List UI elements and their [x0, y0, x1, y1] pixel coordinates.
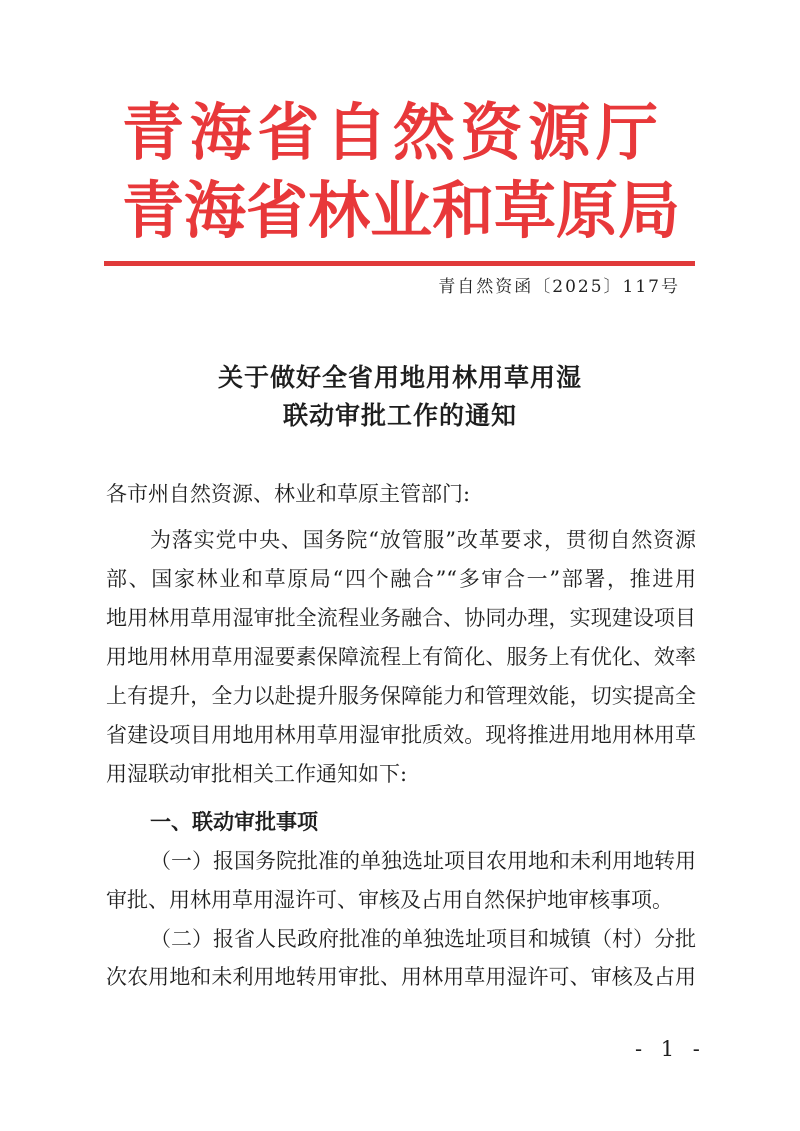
- page-number: - 1 -: [635, 1037, 706, 1061]
- body-line: （一）报国务院批准的单独选址项目农用地和未利用地转用: [150, 849, 696, 873]
- addressee: 各市州自然资源、林业和草原主管部门:: [106, 482, 471, 506]
- notice-title-line-1: 关于做好全省用地用林用草用湿: [217, 363, 582, 392]
- body-line: 部、国家林业和草原局“四个融合”“多审合一”部署，推进用: [106, 567, 696, 591]
- body-line: （二）报省人民政府批准的单独选址项目和城镇（村）分批: [150, 927, 696, 951]
- issuing-org-line-1: 青海省自然资源厅: [122, 96, 658, 169]
- body-line: 用地用林用草用湿要素保障流程上有简化、服务上有优化、效率: [106, 645, 696, 669]
- body-line: 次农用地和未利用地转用审批、用林用草用湿许可、审核及占用: [106, 965, 696, 989]
- section-heading: 一、联动审批事项: [150, 809, 318, 834]
- body-line: 地用林用草用湿审批全流程业务融合、协同办理，实现建设项目: [106, 606, 696, 630]
- body-line: 省建设项目用地用林用草用湿审批质效。现将推进用地用林用草: [106, 723, 696, 747]
- document-number: 青自然资函〔2025〕117号: [438, 277, 680, 297]
- body-line: 为落实党中央、国务院“放管服”改革要求，贯彻自然资源: [150, 528, 696, 552]
- body-line: 上有提升，全力以赴提升服务保障能力和管理效能，切实提高全: [106, 684, 696, 708]
- notice-title-line-2: 联动审批工作的通知: [282, 401, 517, 430]
- red-header-rule: [104, 261, 695, 266]
- issuing-org-line-2: 青海省林业和草原局: [122, 174, 681, 247]
- body-line: 用湿联动审批相关工作通知如下:: [106, 762, 408, 786]
- body-line: 审批、用林用草用湿许可、审核及占用自然保护地审核事项。: [106, 888, 673, 912]
